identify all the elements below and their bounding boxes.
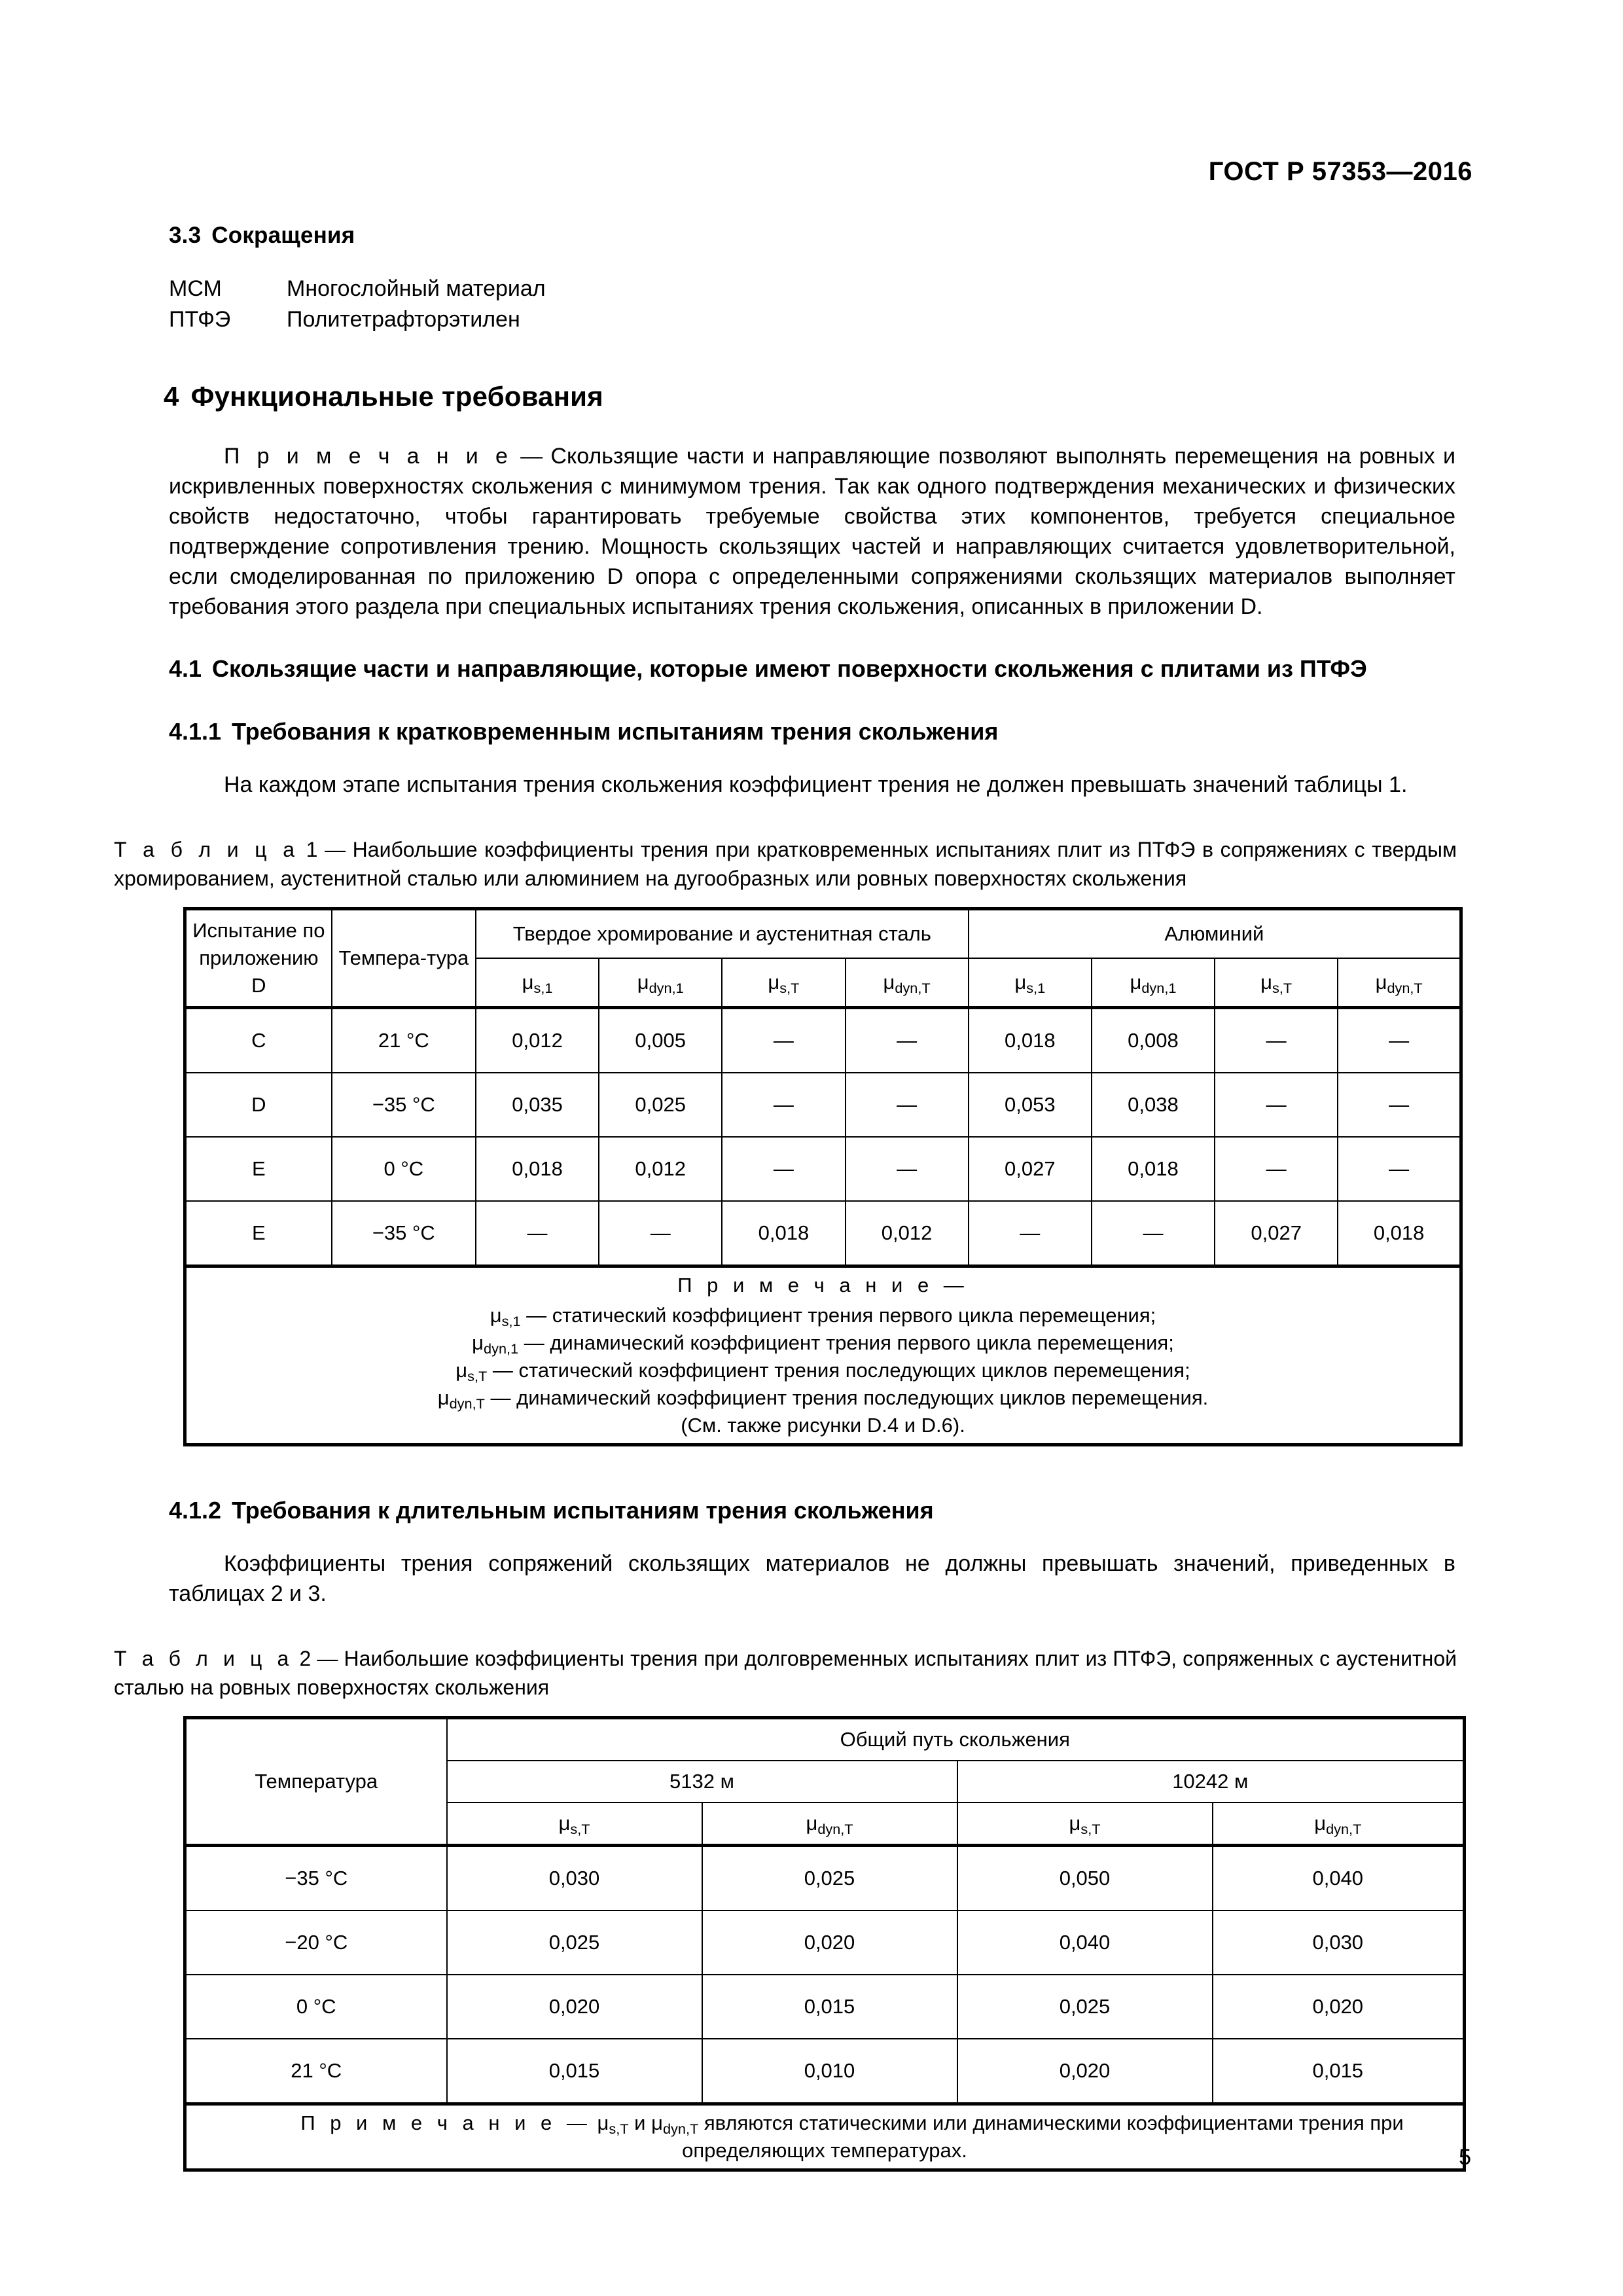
table-2-cell-value: 0,025 xyxy=(702,1846,957,1911)
table-2-cell-value: 0,020 xyxy=(1213,1975,1465,2039)
paragraph-4-1-2: Коэффициенты трения сопряжений скользящих материалов не должны превышать значений, приведенных в таблицах 2 и 3. xyxy=(169,1551,1455,1606)
abbreviation-item xyxy=(169,304,1455,335)
table-1-cell-value: — xyxy=(599,1201,722,1266)
table-row xyxy=(185,1201,1461,1266)
table-2-subheader-mu: $\mu_{dyn,T}$ xyxy=(702,1803,957,1846)
table-1-cell-value: — xyxy=(722,1008,845,1073)
table-1-cell-value: 0,018 xyxy=(722,1201,845,1266)
table-1-subheader-mu: $\mu_{s,1}$ xyxy=(476,958,599,1008)
heading-4-1-2 xyxy=(169,1495,1455,1526)
table-2-cell-value: 0,015 xyxy=(702,1975,957,2039)
table-2-head xyxy=(185,1718,1465,1846)
table-2-note-text: являются статическими или динамическими коэффициентами трения при определяющих температурах. xyxy=(682,2111,1404,2162)
functional-note-paragraph xyxy=(169,441,1455,622)
heading-4-1-text: Скользящие части и направляющие, которые имеют поверхности скольжения с плитами из ПТФЭ xyxy=(212,655,1367,682)
table-2-header-row-1 xyxy=(185,1718,1465,1761)
table-2-body xyxy=(185,1846,1465,2170)
table1-caption-number: 1 xyxy=(306,838,318,861)
table-1-cell-value: — xyxy=(1338,1008,1461,1073)
table-1-cell-value: 0,012 xyxy=(846,1201,969,1266)
table-2-cell-value: 0,040 xyxy=(957,1910,1213,1975)
table2-caption-text: — Наибольшие коэффициенты трения при долговременных испытаниях плит из ПТФЭ, сопряженных с аустенитной сталью на ровных поверхностях скольжения xyxy=(114,1647,1457,1699)
table-1-cell-value: 0,038 xyxy=(1092,1073,1215,1137)
table-2-cell-value: 0,020 xyxy=(957,2039,1213,2104)
table-2-cell-temp: 21 °C xyxy=(185,2039,447,2104)
table2-caption-word: Т а б л и ц а xyxy=(114,1647,294,1670)
table-1-cell-value: — xyxy=(1092,1201,1215,1266)
heading-4-1-2-number: 4.1.2 xyxy=(169,1497,222,1524)
heading-4-1-1-number: 4.1.1 xyxy=(169,718,222,745)
table-1-cell-temp: 21 °C xyxy=(332,1008,476,1073)
page-number: 5 xyxy=(1459,2145,1471,2170)
table-2-cell-temp: 0 °C xyxy=(185,1975,447,2039)
table-1-cell-value: — xyxy=(1215,1137,1338,1201)
table-1-cell-value: 0,027 xyxy=(1215,1201,1338,1266)
table-2-cell-value: 0,025 xyxy=(447,1910,702,1975)
table-row xyxy=(185,2039,1465,2104)
table-1-subheader-mu: $\mu_{dyn,T}$ xyxy=(1338,958,1461,1008)
table-1-cell-value: — xyxy=(969,1201,1092,1266)
table-1 xyxy=(183,907,1463,1446)
table-1-cell-temp: −35 °C xyxy=(332,1073,476,1137)
table-1-cell-value: — xyxy=(1338,1073,1461,1137)
table-1-group-steel: Твердое хромирование и аустенитная сталь xyxy=(476,909,969,959)
table-1-cell-value: — xyxy=(846,1073,969,1137)
table-1-note-row xyxy=(185,1266,1461,1445)
table-1-cell-test: E xyxy=(185,1137,332,1201)
table-2-cell-value: 0,025 xyxy=(957,1975,1213,2039)
table-1-note-reference: (См. также рисунки D.4 и D.6). xyxy=(681,1414,965,1437)
table-1-subheader-mu: $\mu_{s,1}$ xyxy=(969,958,1092,1008)
page-content xyxy=(114,223,1457,2172)
abbreviation-term: ПТФЭ xyxy=(169,307,231,332)
table-1-cell-value: 0,018 xyxy=(969,1008,1092,1073)
table-1-cell-value: 0,025 xyxy=(599,1073,722,1137)
table-2-cell-value: 0,050 xyxy=(957,1846,1213,1911)
abbreviation-list xyxy=(169,274,1455,335)
table-1-note-line-text: — статический коэффициент трения последующих циклов перемещения; xyxy=(492,1359,1190,1382)
heading-4-1-1-text: Требования к кратковременным испытаниям трения скольжения xyxy=(232,718,999,745)
table-1-cell-value: 0,012 xyxy=(599,1137,722,1201)
table-row xyxy=(185,1073,1461,1137)
table-2-subheader-mu: $\mu_{s,T}$ xyxy=(447,1803,702,1846)
table-1-note-line-text: — динамический коэффициент трения первого цикла перемещения; xyxy=(524,1331,1174,1354)
table-1-cell-test: E xyxy=(185,1201,332,1266)
abbreviation-item xyxy=(169,274,1455,304)
note-body-text: — Скользящие части и направляющие позволяют выполнять перемещения на ровных и искривленных поверхностях скольжения с минимумом трения. Так как одного подтверждения механических и физических свойств недостаточно, чтобы гарантировать требуемые свойства этих компонентов, требуется специальное подтверждение сопротивления трению. Мощность скользящих частей и направляющих считается удовлетворительной, если смоделированная по приложению D опора с определенными сопряжениями скользящих материалов выполняет требования этого раздела при специальных испытаниях трения скольжения, описанных в приложении D. xyxy=(169,444,1456,619)
table-2-cell-value: 0,020 xyxy=(447,1975,702,2039)
table-2-note-title: П р и м е ч а н и е — xyxy=(300,2111,592,2134)
table-2-cell-value: 0,030 xyxy=(1213,1910,1465,1975)
paragraph-4-1-1: На каждом этапе испытания трения скольжения коэффициент трения не должен превышать значений таблицы 1. xyxy=(224,772,1408,797)
table-1-note-line-text: — статический коэффициент трения первого цикла перемещения; xyxy=(526,1304,1156,1327)
abbreviation-definition: Политетрафторэтилен xyxy=(287,307,520,332)
table-1-subheader-mu: $\mu_{dyn,1}$ xyxy=(599,958,722,1008)
table-1-note-line-text: — динамический коэффициент трения последующих циклов перемещения. xyxy=(490,1386,1209,1409)
table-row xyxy=(185,1008,1461,1073)
table-2-path-5132: 5132 м xyxy=(447,1761,957,1803)
standard-title: ГОСТ Р 57353—2016 xyxy=(1208,157,1472,186)
table-2-cell-value: 0,020 xyxy=(702,1910,957,1975)
heading-functional-requirements-text: Функциональные требования xyxy=(190,381,603,412)
table-1-cell-value: 0,053 xyxy=(969,1073,1092,1137)
note-lead-label: П р и м е ч а н и е xyxy=(224,444,512,469)
heading-4-1-2-text: Требования к длительным испытаниям трения скольжения xyxy=(232,1497,934,1524)
table-1-cell-value: 0,012 xyxy=(476,1008,599,1073)
table-1-cell-temp: 0 °C xyxy=(332,1137,476,1201)
table-1-cell-value: — xyxy=(1215,1008,1338,1073)
table-2 xyxy=(183,1716,1466,2172)
table-1-col-test: Испытание по приложению D xyxy=(185,909,332,1008)
table-1-cell-value: 0,018 xyxy=(1092,1137,1215,1201)
table-1-body xyxy=(185,1008,1461,1445)
table-1-subheader-mu: $\mu_{s,T}$ xyxy=(1215,958,1338,1008)
table-1-cell-value: — xyxy=(846,1008,969,1073)
table-1-note-line: $\mu_{s,1}$ — статический коэффициент трения первого цикла перемещения; xyxy=(490,1304,1156,1330)
table1-caption xyxy=(114,835,1457,893)
table2-caption xyxy=(114,1644,1457,1702)
table-1-cell-test: C xyxy=(185,1008,332,1073)
abbreviation-term: МСМ xyxy=(169,276,222,301)
heading-4-1-number: 4.1 xyxy=(169,655,202,682)
table-2-note-paragraph: П р и м е ч а н и е — $\mu_{s,T}$ и $\mu_{dyn,T}$ являются статическими или динамическими коэффициентами трения при определяющих температурах. xyxy=(300,2111,1404,2162)
table-1-cell-value: — xyxy=(476,1201,599,1266)
table2-caption-number: 2 xyxy=(299,1647,312,1670)
table-2-cell-value: 0,015 xyxy=(1213,2039,1465,2104)
table-2-cell-value: 0,015 xyxy=(447,2039,702,2104)
table-1-header-row-1 xyxy=(185,909,1461,959)
table-1-cell-value: 0,018 xyxy=(476,1137,599,1201)
heading-4-1-1 xyxy=(169,716,1455,747)
table-2-cell-value: 0,030 xyxy=(447,1846,702,1911)
table-row xyxy=(185,1975,1465,2039)
table-2-cell-value: 0,040 xyxy=(1213,1846,1465,1911)
table-1-col-temperature: Темпера-тура xyxy=(332,909,476,1008)
table-2-subheader-mu: $\mu_{s,T}$ xyxy=(957,1803,1213,1846)
table-1-cell-value: — xyxy=(846,1137,969,1201)
table-1-head xyxy=(185,909,1461,1008)
table-2-note-row xyxy=(185,2104,1465,2170)
table-2-cell-temp: −20 °C xyxy=(185,1910,447,1975)
table-row xyxy=(185,1137,1461,1201)
table-2-group-path: Общий путь скольжения xyxy=(447,1718,1465,1761)
table-1-subheader-mu: $\mu_{dyn,T}$ xyxy=(846,958,969,1008)
table-1-note-line: $\mu_{s,T}$ — статический коэффициент трения последующих циклов перемещения; xyxy=(455,1359,1190,1385)
table-1-cell-test: D xyxy=(185,1073,332,1137)
table-1-cell-value: 0,035 xyxy=(476,1073,599,1137)
heading-abbreviations xyxy=(169,223,1455,249)
table-1-note-line: $\mu_{dyn,1}$ — динамический коэффициент трения первого цикла перемещения; xyxy=(472,1331,1174,1357)
table-1-note-title: П р и м е ч а н и е — xyxy=(677,1274,969,1297)
table-2-cell-temp: −35 °C xyxy=(185,1846,447,1911)
table-1-cell-value: 0,018 xyxy=(1338,1201,1461,1266)
table-1-cell-value: 0,027 xyxy=(969,1137,1092,1201)
table-1-cell-value: — xyxy=(1338,1137,1461,1201)
table-1-cell-value: 0,008 xyxy=(1092,1008,1215,1073)
table-2-note-conjunction: и xyxy=(634,2111,646,2134)
abbreviation-definition: Многослойный материал xyxy=(287,276,546,301)
table-1-cell-temp: −35 °C xyxy=(332,1201,476,1266)
table-2-col-temperature: Температура xyxy=(185,1718,447,1846)
heading-4-1 xyxy=(169,653,1455,685)
heading-abbreviations-number: 3.3 xyxy=(169,223,202,248)
table-2-cell-value: 0,010 xyxy=(702,2039,957,2104)
heading-abbreviations-text: Сокращения xyxy=(211,223,355,248)
heading-functional-requirements xyxy=(164,381,1455,412)
table-1-cell-value: 0,005 xyxy=(599,1008,722,1073)
table-2-subheader-mu: $\mu_{dyn,T}$ xyxy=(1213,1803,1465,1846)
table1-caption-word: Т а б л и ц а xyxy=(114,838,300,861)
table1-caption-text: — Наибольшие коэффициенты трения при кратковременных испытаниях плит из ПТФЭ в сопряжениях с твердым хромированием, аустенитной сталью или алюминием на дугообразных или ровных поверхностях скольжения xyxy=(114,838,1457,890)
table-1-subheader-mu: $\mu_{s,T}$ xyxy=(722,958,845,1008)
table-1-cell-value: — xyxy=(1215,1073,1338,1137)
heading-functional-requirements-number: 4 xyxy=(164,381,179,412)
table-row xyxy=(185,1910,1465,1975)
table-1-note xyxy=(185,1266,1461,1445)
table-2-note xyxy=(185,2104,1465,2170)
table-row xyxy=(185,1846,1465,1911)
table-1-group-aluminium: Алюминий xyxy=(969,909,1461,959)
table-2-path-10242: 10242 м xyxy=(957,1761,1465,1803)
table-1-cell-value: — xyxy=(722,1073,845,1137)
table-1-cell-value: — xyxy=(722,1137,845,1201)
table-1-note-line: $\mu_{dyn,T}$ — динамический коэффициент трения последующих циклов перемещения. xyxy=(437,1386,1209,1412)
table-1-subheader-mu: $\mu_{dyn,1}$ xyxy=(1092,958,1215,1008)
